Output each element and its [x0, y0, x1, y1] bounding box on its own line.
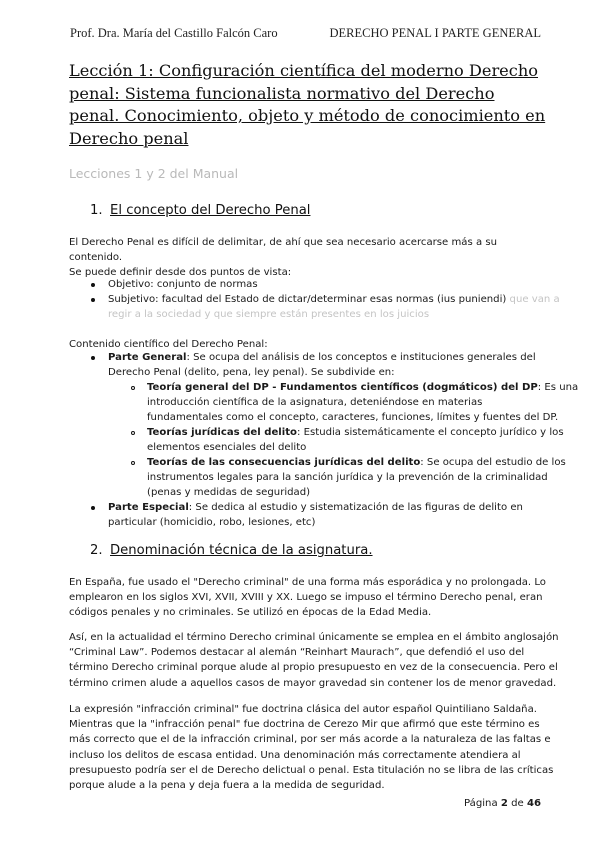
bullet-ring	[131, 386, 135, 390]
paragraph-line: porque alude a la pena y deja fuera a la medida de seguridad.	[69, 780, 385, 792]
header-author: Prof. Dra. María del Castillo Falcón Caro	[70, 26, 278, 40]
paragraph-line: término Derecho criminal porque alude al propio presupuesto en vez de la consecuencia. Pero el	[69, 662, 558, 674]
paragraph-line: En España, fue usado el "Derecho criminal" de una forma más esporádica y no prolongada. Lo	[69, 577, 546, 588]
bullet-dot	[91, 506, 95, 510]
sub-item-3-label: Teorías de las consecuencias jurídicas del delito	[147, 457, 421, 468]
sub-item-3-line-2: instrumentos legales para la sanción jurídica y la prevención de la criminalidad	[147, 472, 548, 483]
section-1-title: El concepto del Derecho Penal	[110, 203, 311, 218]
page-word: Página	[464, 798, 498, 809]
section-1-heading	[90, 203, 310, 218]
sub-item-2-text: : Estudia sistemáticamente el concepto jurídico y los	[296, 427, 564, 438]
parte-general-label: Parte General	[108, 352, 187, 363]
total-pages: 46	[526, 798, 541, 809]
current-page: 2	[500, 798, 508, 809]
lesson-title: Lección 1: Configuración científica del moderno Derecho penal: Sistema funcionalista normativo del Derecho penal. Conocimiento, objeto y método de conocimiento en Derecho penal	[69, 61, 546, 148]
section-1-intro: El Derecho Penal es difícil de delimitar, de ahí que sea necesario acercarse más a su contenido.	[69, 237, 498, 264]
sub-item-consecuencias	[147, 455, 566, 470]
subjective-text: Subjetivo: facultad del Estado de dictar/determinar esas normas (ius puniendi)	[108, 294, 507, 305]
section-2-number: 2.	[90, 543, 103, 558]
section-2-title: Denominación técnica de la asignatura.	[110, 543, 373, 558]
paragraph-1	[69, 575, 546, 621]
paragraph-line: emplearon en los siglos XVI, XVII, XVIII y XX. Luego se impuso el término Derecho penal, eran	[69, 592, 543, 604]
sub-item-1-line-2: introducción científica de la asignatura, deteniéndose en materias	[147, 397, 483, 408]
header-course: DERECHO PENAL I PARTE GENERAL	[329, 26, 541, 40]
parte-general-continuation: Derecho Penal (delito, pena, ley penal). Se subdivide en:	[108, 367, 395, 378]
bullet-dot	[91, 356, 95, 360]
parte-especial-label: Parte Especial	[108, 502, 189, 513]
content-intro: Contenido científico del Derecho Penal:	[69, 339, 268, 350]
sub-item-2-label: Teorías jurídicas del delito	[147, 427, 297, 438]
bullet-dot	[91, 298, 95, 302]
section-2-heading	[90, 543, 373, 558]
paragraph-line: Así, en la actualidad el término Derecho criminal únicamente se emplea en el ámbito anglosajón	[69, 632, 559, 643]
paragraph-3	[69, 702, 554, 793]
objective-item: Objetivo: conjunto de normas	[108, 279, 258, 290]
paragraph-line: más correcto que el de la infracción criminal, por ser más acorde a la naturaleza de las faltas e	[69, 734, 551, 746]
section-1-number: 1.	[90, 203, 103, 218]
sub-item-3-text: : Se ocupa del estudio de los	[420, 457, 566, 468]
parte-especial-continuation: particular (homicidio, robo, lesiones, etc)	[108, 517, 316, 528]
of-word: de	[511, 798, 524, 809]
sub-item-2-line-2: elementos esenciales del delito	[147, 442, 307, 453]
sub-item-teorias-juridicas	[147, 425, 564, 440]
viewpoints-intro: Se puede definir desde dos puntos de vista:	[69, 267, 292, 278]
paragraph-line: “Criminal Law”. Podemos destacar al alemán “Reinhart Maurach”, que defendió el uso del	[69, 647, 525, 659]
bullet-dot	[91, 283, 95, 287]
paragraph-line: término crimen alude a aquellos casos de mayor gravedad sin contener los de menor gravedad.	[69, 677, 557, 689]
subjective-faint-continuation: regir a la sociedad y que siempre están presentes en los juicios	[108, 309, 430, 320]
parte-general-item	[108, 350, 536, 365]
bullet-ring	[131, 461, 135, 465]
page-number	[464, 798, 541, 809]
paragraph-line: La expresión "infracción criminal" fue doctrina clásica del autor español Quintiliano Saldaña.	[69, 704, 537, 715]
sub-item-1-label: Teoría general del DP - Fundamentos científicos (dogmáticos) del DP	[147, 382, 538, 393]
sub-item-3-line-3: (penas y medidas de seguridad)	[147, 487, 311, 498]
subjective-item	[108, 292, 560, 307]
sub-item-1-line-3: fundamentales como el concepto, caracteres, funciones, límites y fuentes del DP.	[147, 412, 559, 423]
paragraph-line: presupuesto podría ser el de Derecho delictual o penal. Esta titulación no se libra de las críticas	[69, 764, 554, 776]
subjective-faint-text: que van a	[506, 294, 560, 305]
paragraph-line: incluso los delitos de escasa entidad. Una denominación más correctamente atendiera al	[69, 749, 521, 761]
sub-item-1-text: : Es una	[537, 382, 579, 393]
bullet-ring	[131, 431, 135, 435]
sub-item-teoria-general	[147, 380, 578, 395]
paragraph-line: Mientras que la "infracción penal" fue doctrina de Cerezo Mir que afirmó que este término es	[69, 719, 540, 731]
parte-especial-text: : Se dedica al estudio y sistematización de las figuras de delito en	[188, 502, 523, 513]
paragraph-line: códigos penales y no criminales. Se utilizó en épocas de la Edad Media.	[69, 607, 432, 619]
parte-especial-item	[108, 500, 523, 515]
paragraph-2	[69, 630, 559, 691]
subtitle: Lecciones 1 y 2 del Manual	[69, 166, 239, 181]
parte-general-text: : Se ocupa del análisis de los conceptos e instituciones generales del	[186, 352, 536, 363]
